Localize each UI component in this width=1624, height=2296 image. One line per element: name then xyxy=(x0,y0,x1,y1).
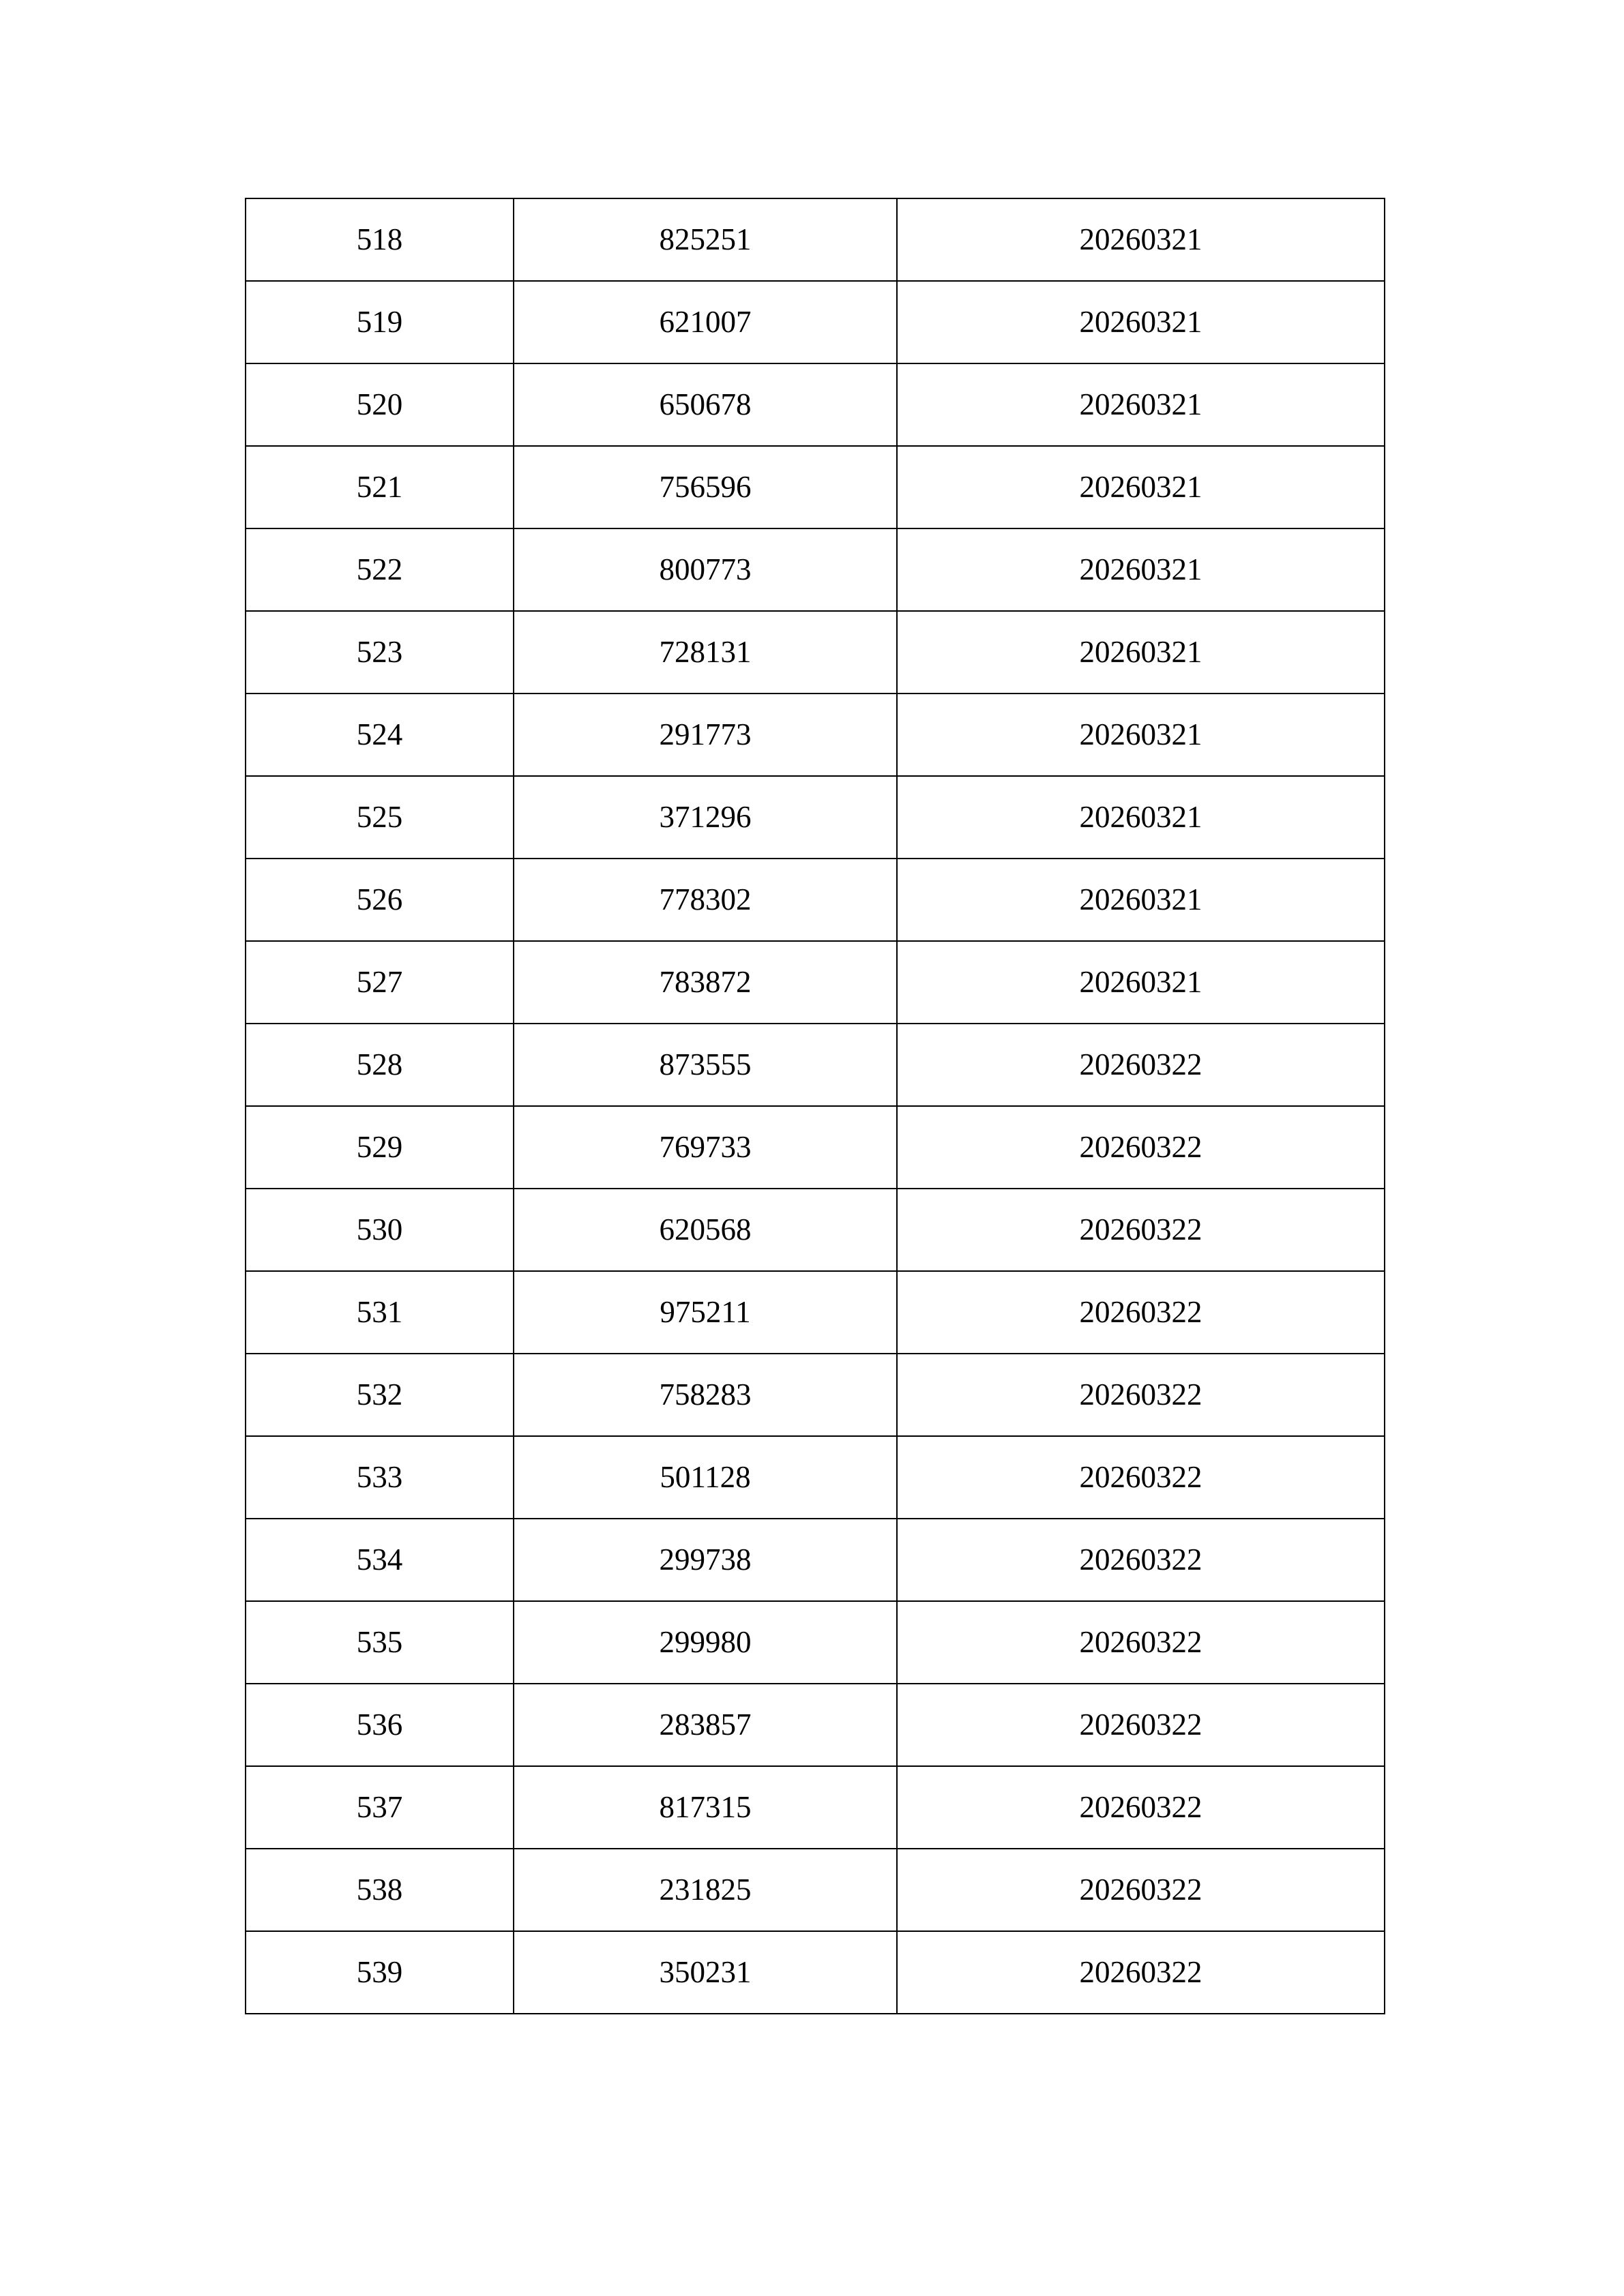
table-row xyxy=(246,776,1385,859)
row-date-cell: 20260322 xyxy=(897,1106,1385,1189)
table-row xyxy=(246,859,1385,941)
table-row xyxy=(246,1354,1385,1436)
row-date-cell: 20260321 xyxy=(897,281,1385,363)
row-code-cell: 620568 xyxy=(514,1189,897,1271)
table-row xyxy=(246,363,1385,446)
table-row xyxy=(246,694,1385,776)
table-row xyxy=(246,1271,1385,1354)
row-date-cell: 20260321 xyxy=(897,363,1385,446)
row-code-cell: 501128 xyxy=(514,1436,897,1519)
row-date-cell: 20260322 xyxy=(897,1931,1385,2014)
row-index-cell: 529 xyxy=(246,1106,514,1189)
row-index-cell: 535 xyxy=(246,1601,514,1684)
row-index-cell: 519 xyxy=(246,281,514,363)
table-row xyxy=(246,1519,1385,1601)
row-date-cell: 20260322 xyxy=(897,1849,1385,1931)
row-index-cell: 525 xyxy=(246,776,514,859)
row-code-cell: 817315 xyxy=(514,1766,897,1849)
table-row xyxy=(246,198,1385,281)
row-date-cell: 20260321 xyxy=(897,528,1385,611)
row-index-cell: 531 xyxy=(246,1271,514,1354)
table-row xyxy=(246,1189,1385,1271)
row-date-cell: 20260322 xyxy=(897,1519,1385,1601)
row-date-cell: 20260322 xyxy=(897,1684,1385,1766)
table-row xyxy=(246,1601,1385,1684)
row-index-cell: 533 xyxy=(246,1436,514,1519)
row-code-cell: 650678 xyxy=(514,363,897,446)
row-index-cell: 523 xyxy=(246,611,514,694)
row-index-cell: 518 xyxy=(246,198,514,281)
row-code-cell: 231825 xyxy=(514,1849,897,1931)
row-code-cell: 758283 xyxy=(514,1354,897,1436)
row-index-cell: 528 xyxy=(246,1024,514,1106)
row-code-cell: 800773 xyxy=(514,528,897,611)
row-code-cell: 350231 xyxy=(514,1931,897,2014)
row-code-cell: 769733 xyxy=(514,1106,897,1189)
row-index-cell: 534 xyxy=(246,1519,514,1601)
row-index-cell: 521 xyxy=(246,446,514,528)
row-index-cell: 539 xyxy=(246,1931,514,2014)
row-date-cell: 20260322 xyxy=(897,1271,1385,1354)
row-date-cell: 20260321 xyxy=(897,859,1385,941)
row-code-cell: 778302 xyxy=(514,859,897,941)
row-date-cell: 20260322 xyxy=(897,1024,1385,1106)
data-table xyxy=(245,198,1385,2014)
row-date-cell: 20260321 xyxy=(897,611,1385,694)
row-date-cell: 20260322 xyxy=(897,1436,1385,1519)
row-code-cell: 728131 xyxy=(514,611,897,694)
row-index-cell: 522 xyxy=(246,528,514,611)
row-code-cell: 283857 xyxy=(514,1684,897,1766)
row-index-cell: 537 xyxy=(246,1766,514,1849)
table-row xyxy=(246,1106,1385,1189)
table-row xyxy=(246,1024,1385,1106)
table-row xyxy=(246,941,1385,1024)
row-index-cell: 532 xyxy=(246,1354,514,1436)
row-code-cell: 756596 xyxy=(514,446,897,528)
row-date-cell: 20260321 xyxy=(897,694,1385,776)
table-row xyxy=(246,1849,1385,1931)
row-code-cell: 299738 xyxy=(514,1519,897,1601)
row-index-cell: 526 xyxy=(246,859,514,941)
row-date-cell: 20260322 xyxy=(897,1601,1385,1684)
table-row xyxy=(246,281,1385,363)
row-index-cell: 536 xyxy=(246,1684,514,1766)
table-row xyxy=(246,528,1385,611)
row-code-cell: 291773 xyxy=(514,694,897,776)
row-code-cell: 621007 xyxy=(514,281,897,363)
table-row xyxy=(246,1931,1385,2014)
row-code-cell: 975211 xyxy=(514,1271,897,1354)
row-code-cell: 783872 xyxy=(514,941,897,1024)
row-code-cell: 371296 xyxy=(514,776,897,859)
row-code-cell: 299980 xyxy=(514,1601,897,1684)
row-index-cell: 520 xyxy=(246,363,514,446)
row-index-cell: 524 xyxy=(246,694,514,776)
row-date-cell: 20260322 xyxy=(897,1766,1385,1849)
table-row xyxy=(246,446,1385,528)
table-row xyxy=(246,1766,1385,1849)
row-date-cell: 20260322 xyxy=(897,1189,1385,1271)
table-row xyxy=(246,1436,1385,1519)
row-date-cell: 20260321 xyxy=(897,446,1385,528)
row-index-cell: 527 xyxy=(246,941,514,1024)
row-code-cell: 825251 xyxy=(514,198,897,281)
row-index-cell: 530 xyxy=(246,1189,514,1271)
table-row xyxy=(246,1684,1385,1766)
row-index-cell: 538 xyxy=(246,1849,514,1931)
table-row xyxy=(246,611,1385,694)
row-code-cell: 873555 xyxy=(514,1024,897,1106)
table-body xyxy=(246,198,1385,2014)
row-date-cell: 20260322 xyxy=(897,1354,1385,1436)
row-date-cell: 20260321 xyxy=(897,776,1385,859)
row-date-cell: 20260321 xyxy=(897,198,1385,281)
row-date-cell: 20260321 xyxy=(897,941,1385,1024)
